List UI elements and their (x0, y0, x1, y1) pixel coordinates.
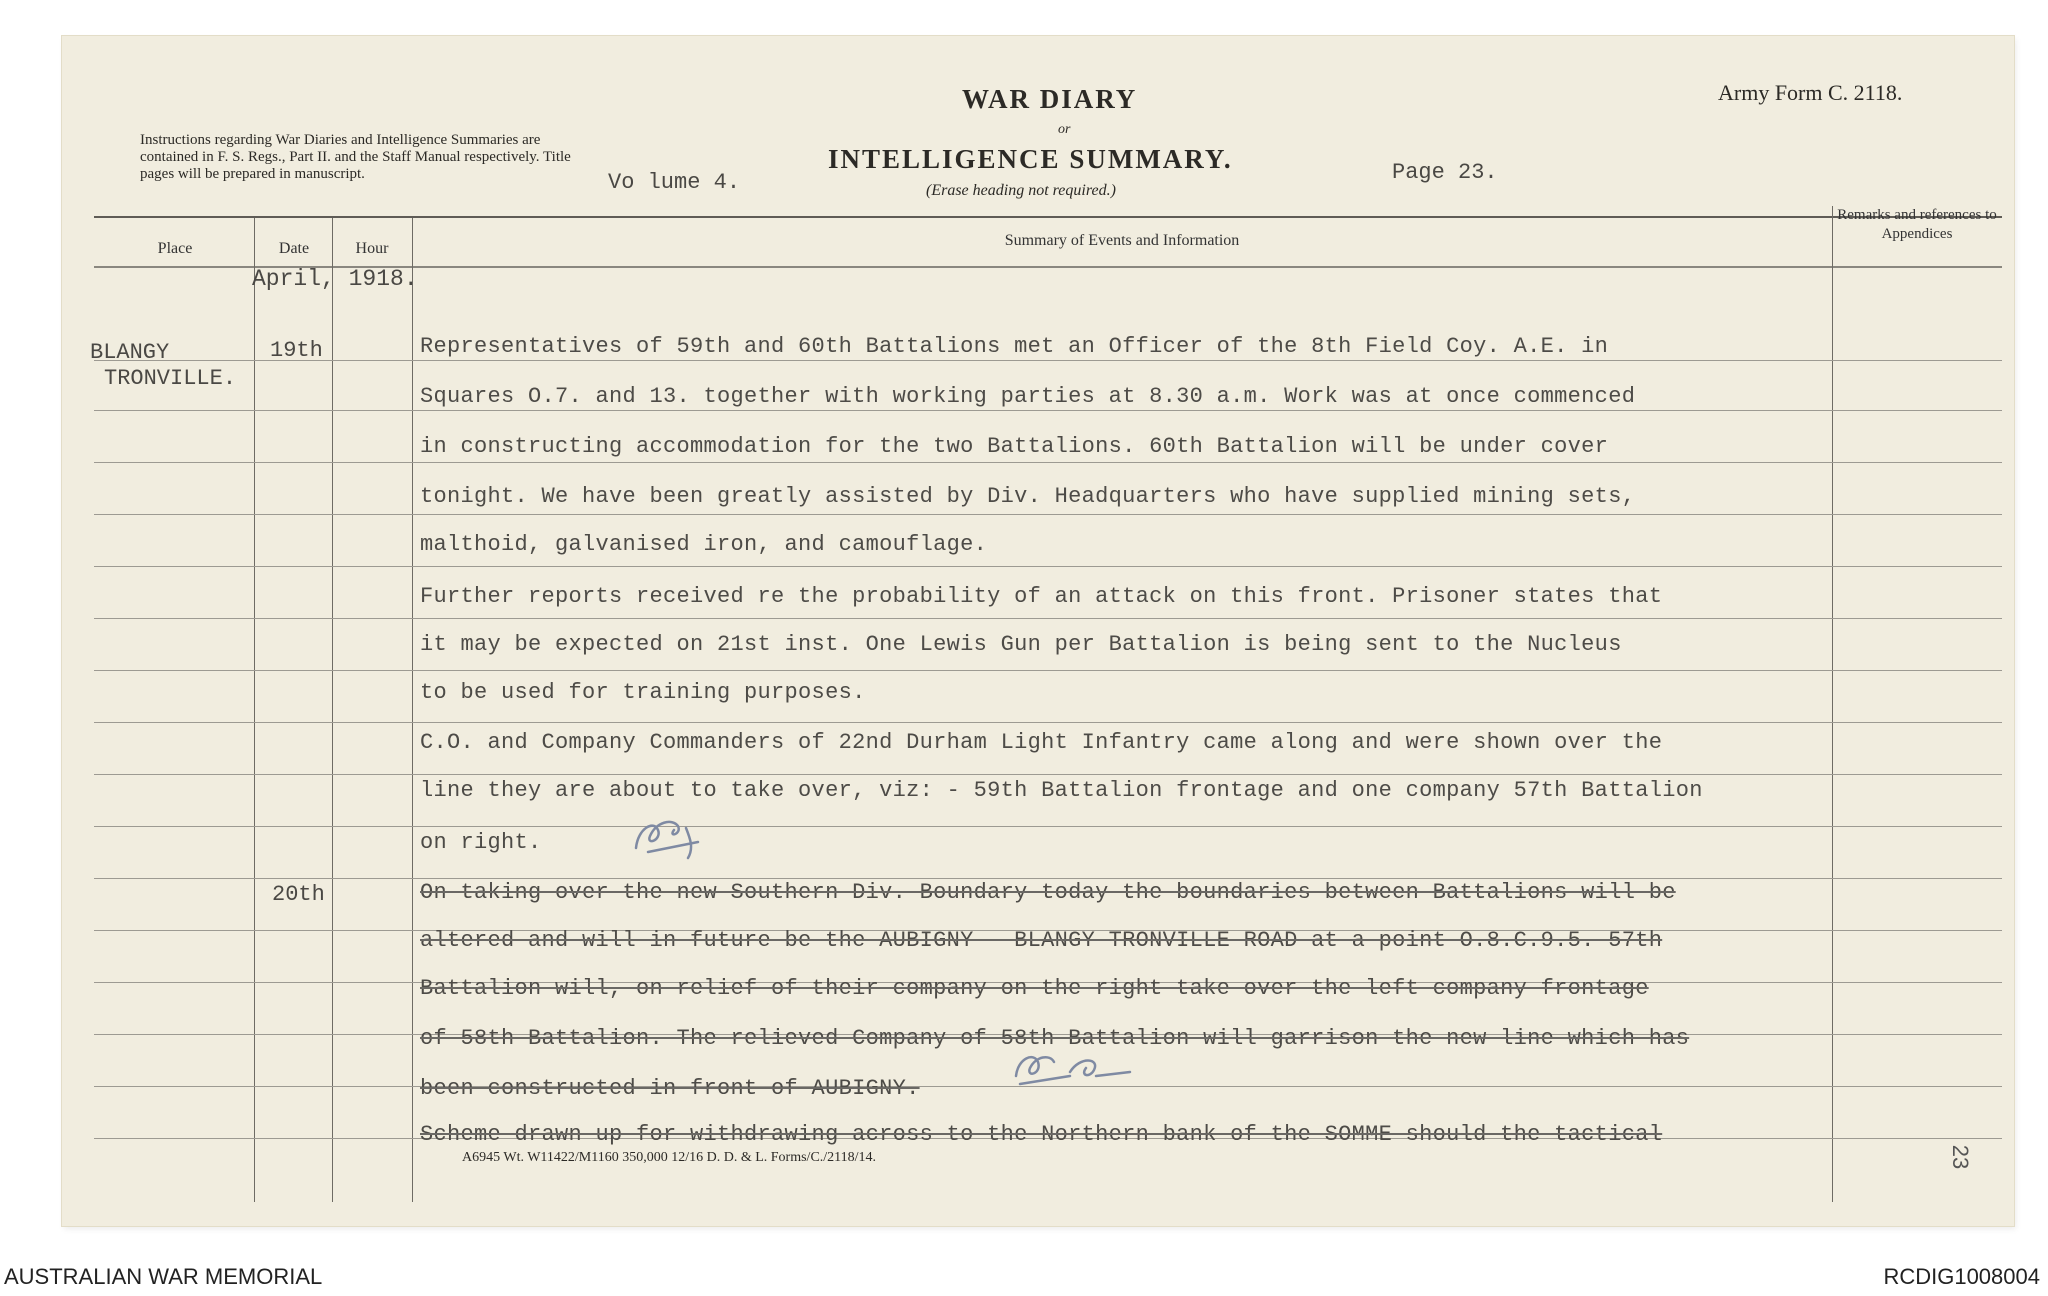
col-header-place: Place (157, 240, 193, 257)
entry-line: Further reports received re the probability of an attack on this front. Prisoner states that (420, 584, 1663, 609)
entry-line: in constructing accommodation for the two Battalions. 60th Battalion will be under cover (420, 434, 1609, 459)
entry-date: 19th (270, 338, 323, 363)
entry-line: malthoid, galvanised iron, and camouflage. (420, 532, 988, 557)
ruled-line (94, 566, 2002, 567)
month-heading: April, 1918. (252, 266, 418, 292)
ruled-line (94, 878, 2002, 879)
entry-line-struck: been constructed in front of AUBIGNY. (420, 1076, 920, 1101)
ruled-line (94, 410, 2002, 411)
handwritten-initials (628, 808, 708, 868)
ruled-line (94, 722, 2002, 723)
divider-summary-remarks (1832, 206, 1833, 1202)
erase-note: (Erase heading not required.) (926, 182, 1116, 199)
divider-place-date (254, 218, 255, 1202)
ruled-line (94, 774, 2002, 775)
volume-number: Vo lume 4. (608, 170, 741, 195)
col-header-date: Date (278, 240, 310, 257)
entry-line-struck: Battalion will, on relief of their company on the right take over the left company frontage (420, 976, 1649, 1001)
entry-line-struck: of 58th Battalion. The relieved Company of 58th Battalion will garrison the new line which has (420, 1026, 1690, 1051)
army-form-number: Army Form C. 2118. (1718, 80, 1903, 105)
col-header-remarks: Remarks and references to Appendices (1837, 207, 1997, 242)
divider-hour-summary (412, 218, 413, 1202)
divider-date-hour (332, 218, 333, 1202)
margin-page-number: 23 (1948, 1144, 1974, 1170)
entry-line: tonight. We have been greatly assisted by Div. Headquarters who have supplied mining sets, (420, 484, 1636, 509)
title-war-diary: WAR DIARY (962, 84, 1138, 114)
place-name: BLANGY (90, 340, 170, 365)
ruled-line (94, 462, 2002, 463)
instructions-note: Instructions regarding War Diaries and Intelligence Summaries are contained in F. S. Regs., Part II. and the Staff Manual respectively. Title pages will be prepared in manuscript. (140, 132, 571, 182)
entry-line: to be used for training purposes. (420, 680, 866, 705)
entry-line: it may be expected on 21st inst. One Lewis Gun per Battalion is being sent to the Nucleus (420, 632, 1622, 657)
col-header-summary: Summary of Events and Information (1004, 232, 1240, 249)
entry-line-struck: On taking over the new Southern Div. Boundary today the boundaries between Battalions will be (420, 880, 1676, 905)
entry-date: 20th (272, 882, 325, 907)
title-intelligence-summary: INTELLIGENCE SUMMARY. (828, 144, 1233, 174)
handwritten-initials (1010, 1046, 1140, 1096)
archive-caption-left: AUSTRALIAN WAR MEMORIAL (4, 1264, 323, 1289)
entry-line: C.O. and Company Commanders of 22nd Durham Light Infantry came along and were shown over the (420, 730, 1663, 755)
archive-reference-number: RCDIG1008004 (1883, 1264, 2040, 1289)
ruled-line (94, 670, 2002, 671)
col-header-hour: Hour (355, 240, 389, 257)
entry-line: Squares O.7. and 13. together with working parties at 8.30 a.m. Work was at once commenced (420, 384, 1636, 409)
ruled-line (94, 514, 2002, 515)
printer-code: A6945 Wt. W11422/M1160 350,000 12/16 D. D. & L. Forms/C./2118/14. (462, 1150, 877, 1165)
entry-line-struck: altered and will in future be the AUBIGNY - BLANGY TRONVILLE ROAD at a point O.8.C.9.5. 57th (420, 928, 1663, 953)
ruled-line (94, 360, 2002, 361)
title-or: or (1058, 122, 1071, 137)
entry-line-struck: Scheme drawn up for withdrawing across to the Northern bank of the SOMME should the tactical (420, 1122, 1663, 1147)
ruled-line (94, 618, 2002, 619)
place-name: TRONVILLE. (104, 366, 237, 391)
entry-line: line they are about to take over, viz: - 59th Battalion frontage and one company 57th Battalion (420, 778, 1703, 803)
entry-line: Representatives of 59th and 60th Battalions met an Officer of the 8th Field Coy. A.E. in (420, 334, 1609, 359)
ruled-line (94, 826, 2002, 827)
page-number: Page 23. (1392, 160, 1498, 185)
header-rule (94, 216, 2002, 218)
entry-line: on right. (420, 830, 542, 855)
